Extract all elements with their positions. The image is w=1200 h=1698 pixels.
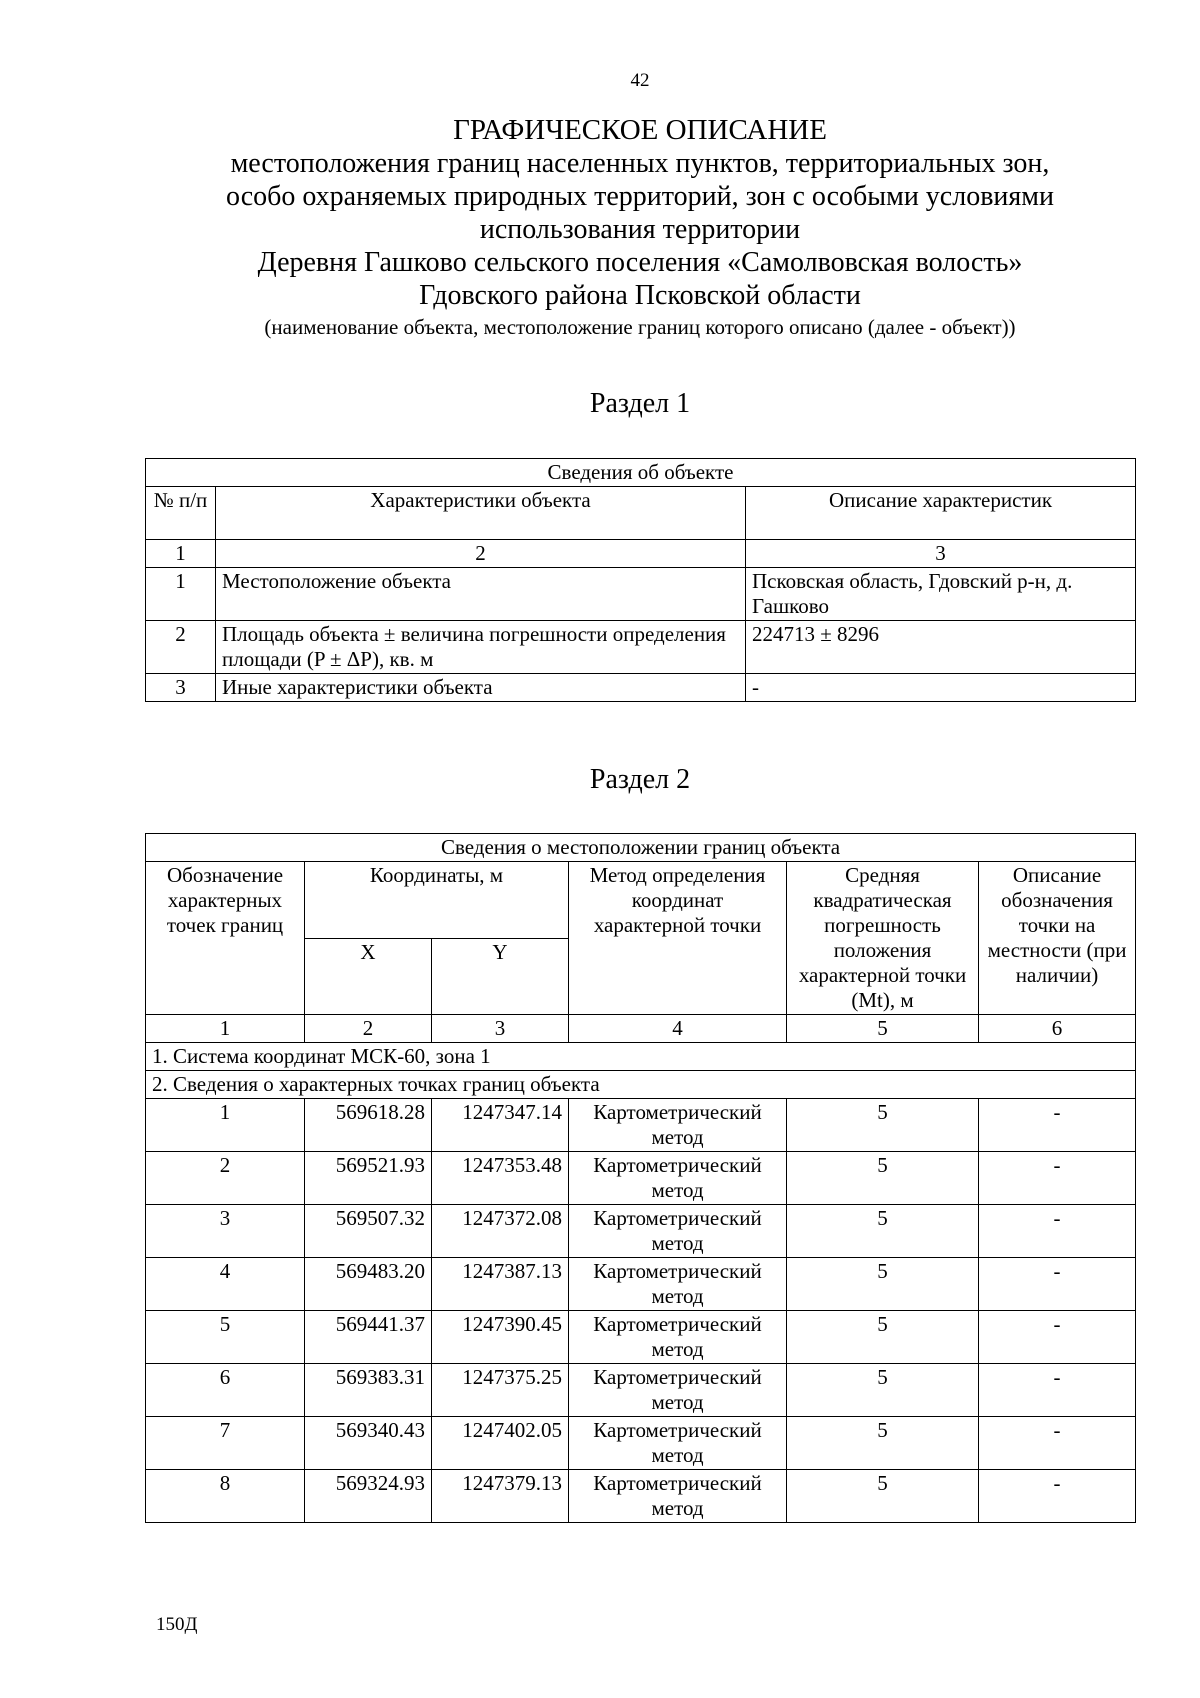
- point-description: -: [979, 1205, 1136, 1258]
- error-value: 5: [787, 1205, 979, 1258]
- method: Картометрический метод: [569, 1258, 787, 1311]
- table-row: [146, 621, 1136, 674]
- section2-heading: Раздел 2: [589, 764, 691, 795]
- page-number: 42: [630, 70, 650, 91]
- coord-y: 1247402.05: [432, 1417, 569, 1470]
- error-value: 5: [787, 1099, 979, 1152]
- table2-header-coords: Координаты, м: [305, 862, 569, 939]
- coord-x: 569483.20: [305, 1258, 432, 1311]
- section1-heading: Раздел 1: [589, 388, 691, 419]
- table2-colnum: 6: [979, 1015, 1136, 1043]
- coord-y: 1247353.48: [432, 1152, 569, 1205]
- error-value: 5: [787, 1258, 979, 1311]
- table2-colnum: 5: [787, 1015, 979, 1043]
- coord-y: 1247347.14: [432, 1099, 569, 1152]
- title-line-4: Деревня Гашково сельского поселения «Самолвовская волость»: [257, 247, 1023, 278]
- table2-header-x: X: [305, 938, 432, 1015]
- table2-colnum: 4: [569, 1015, 787, 1043]
- table1-header-description: Описание характеристик: [746, 487, 1136, 540]
- table2-header-y: Y: [432, 938, 569, 1015]
- row-characteristic: Площадь объекта ± величина погрешности определения площади (P ± ΔP), кв. м: [216, 621, 746, 674]
- table1-colnum: 1: [146, 540, 216, 568]
- method: Картометрический метод: [569, 1099, 787, 1152]
- row-description: -: [746, 674, 1136, 702]
- coord-x: 569618.28: [305, 1099, 432, 1152]
- points-body: [146, 1099, 1136, 1523]
- method: Картометрический метод: [569, 1152, 787, 1205]
- coord-x: 569383.31: [305, 1364, 432, 1417]
- error-value: 5: [787, 1417, 979, 1470]
- title-line-5: Гдовского района Псковской области: [419, 280, 861, 311]
- table2-colnum: 1: [146, 1015, 305, 1043]
- error-value: 5: [787, 1311, 979, 1364]
- coord-x: 569507.32: [305, 1205, 432, 1258]
- method: Картометрический метод: [569, 1364, 787, 1417]
- coord-x: 569521.93: [305, 1152, 432, 1205]
- table-row: [146, 1417, 1136, 1470]
- title-line-1: местоположения границ населенных пунктов, территориальных зон,: [230, 148, 1050, 179]
- object-info-table: [145, 458, 1136, 702]
- table2-header-method: Метод определения координат характерной точки: [569, 862, 787, 1015]
- method: Картометрический метод: [569, 1205, 787, 1258]
- row-num: 3: [146, 674, 216, 702]
- point-number: 2: [146, 1152, 305, 1205]
- point-description: -: [979, 1258, 1136, 1311]
- table2-caption: Сведения о местоположении границ объекта: [146, 834, 1136, 862]
- point-number: 5: [146, 1311, 305, 1364]
- title-line-3: использования территории: [479, 214, 801, 245]
- method: Картометрический метод: [569, 1417, 787, 1470]
- method: Картометрический метод: [569, 1311, 787, 1364]
- point-number: 3: [146, 1205, 305, 1258]
- footer-code: 150Д: [156, 1614, 198, 1635]
- point-description: -: [979, 1417, 1136, 1470]
- table-row: [146, 1152, 1136, 1205]
- table1-header-characteristic: Характеристики объекта: [216, 487, 746, 540]
- boundary-points-table: [145, 833, 1136, 1523]
- title-note: (наименование объекта, местоположение границ которого описано (далее - объект)): [264, 315, 1016, 339]
- coord-y: 1247387.13: [432, 1258, 569, 1311]
- table1-caption: Сведения об объекте: [146, 459, 1136, 487]
- point-number: 6: [146, 1364, 305, 1417]
- table-row: [146, 1470, 1136, 1523]
- table-row: [146, 1258, 1136, 1311]
- error-value: 5: [787, 1152, 979, 1205]
- error-value: 5: [787, 1470, 979, 1523]
- table-row: [146, 674, 1136, 702]
- title-line-2: особо охраняемых природных территорий, зон с особыми условиями: [226, 181, 1054, 212]
- row-characteristic: Иные характеристики объекта: [216, 674, 746, 702]
- table-row: [146, 1099, 1136, 1152]
- point-number: 8: [146, 1470, 305, 1523]
- table2-header-description: Описание обозначения точки на местности (при наличии): [979, 862, 1136, 1015]
- table-row: [146, 1311, 1136, 1364]
- point-description: -: [979, 1311, 1136, 1364]
- table2-colnum: 2: [305, 1015, 432, 1043]
- document-title: ГРАФИЧЕСКОЕ ОПИСАНИЕ: [453, 114, 827, 146]
- row-description: 224713 ± 8296: [746, 621, 1136, 674]
- table2-header-error: Средняя квадратическая погрешность положения характерной точки (Mt), м: [787, 862, 979, 1015]
- coord-y: 1247390.45: [432, 1311, 569, 1364]
- table-row: [146, 568, 1136, 621]
- coord-y: 1247375.25: [432, 1364, 569, 1417]
- point-description: -: [979, 1152, 1136, 1205]
- row-num: 1: [146, 568, 216, 621]
- table-row: [146, 1205, 1136, 1258]
- coord-x: 569441.37: [305, 1311, 432, 1364]
- point-number: 7: [146, 1417, 305, 1470]
- row-num: 2: [146, 621, 216, 674]
- error-value: 5: [787, 1364, 979, 1417]
- points-info-row: 2. Сведения о характерных точках границ объекта: [146, 1071, 1136, 1099]
- point-description: -: [979, 1470, 1136, 1523]
- point-number: 4: [146, 1258, 305, 1311]
- table1-colnum: 2: [216, 540, 746, 568]
- point-description: -: [979, 1099, 1136, 1152]
- coordinate-system-row: 1. Система координат МСК-60, зона 1: [146, 1043, 1136, 1071]
- method: Картометрический метод: [569, 1470, 787, 1523]
- document-title-block: [0, 114, 1200, 340]
- point-description: -: [979, 1364, 1136, 1417]
- table1-colnum: 3: [746, 540, 1136, 568]
- table2-colnum: 3: [432, 1015, 569, 1043]
- coord-y: 1247372.08: [432, 1205, 569, 1258]
- row-characteristic: Местоположение объекта: [216, 568, 746, 621]
- coord-x: 569340.43: [305, 1417, 432, 1470]
- row-description: Псковская область, Гдовский р-н, д. Гашково: [746, 568, 1136, 621]
- table-row: [146, 1364, 1136, 1417]
- coord-x: 569324.93: [305, 1470, 432, 1523]
- coord-y: 1247379.13: [432, 1470, 569, 1523]
- point-number: 1: [146, 1099, 305, 1152]
- table1-header-num: № п/п: [146, 487, 216, 540]
- table2-header-point: Обозначение характерных точек границ: [146, 862, 305, 1015]
